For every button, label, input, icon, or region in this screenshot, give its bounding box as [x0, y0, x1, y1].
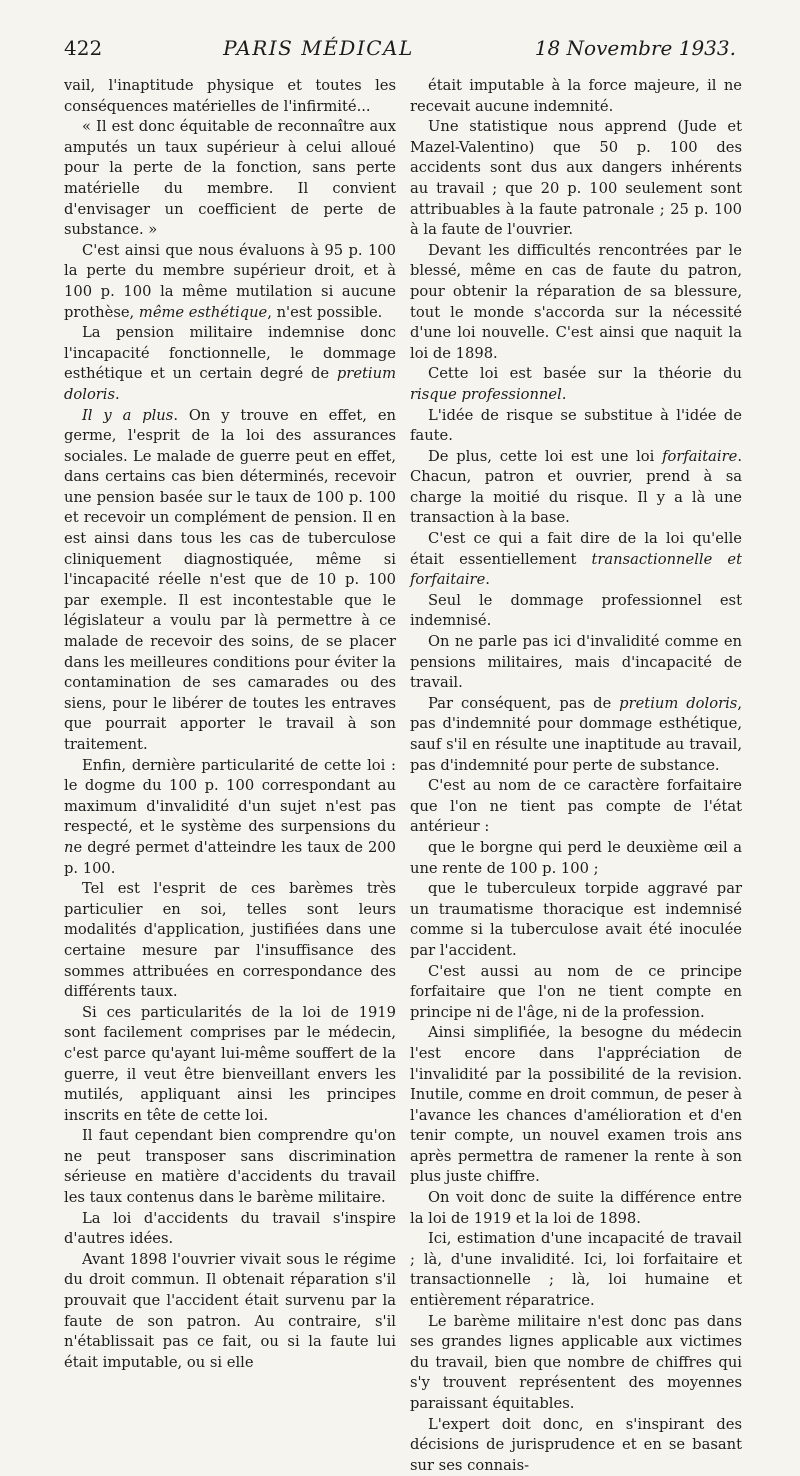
paragraph: [410, 447, 742, 529]
paragraph: [64, 1250, 396, 1374]
text-run: que le tuberculeux torpide aggravé par un traumatisme thoracique est indemnisé comme si la tuberculose avait été inoculée par l'accident.: [410, 880, 742, 959]
italic-text: Il y a plus: [82, 406, 174, 424]
italic-text: pretium doloris: [619, 694, 738, 712]
paragraph: [64, 879, 396, 1003]
paragraph: [410, 962, 742, 1024]
text-run: La loi d'accidents du travail s'inspire d'autres idées.: [64, 1209, 396, 1248]
text-run: , pas d'indemnité pour dommage esthétique, sauf s'il en résulte une inaptitude au travail, pas d'indemnité pour perte de substance.: [410, 694, 742, 774]
paragraph: [410, 694, 742, 776]
text-run: . On y trouve en effet, en germe, l'esprit de la loi des assurances sociales. Le malade de guerre peut en effet, dans certains cas bien déterminés, recevoir une pension basée sur le taux de 100 p. 100 et recevoir un complément de pension. Il en est ainsi dans tous les cas de tuberculose cliniquement diagnostiquée, même si l'incapacité réelle n'est que de 10 p. 100 par exemple. Il est incontestable que le législateur a voulu par là permettre à ce malade de recevoir des soins, de se placer dans les meilleures conditions pour éviter la contamination de ses camarades ou des siens, pour le libérer de toutes les entraves que pourrait apporter le travail à son traitement.: [64, 406, 397, 753]
paragraph: [410, 776, 742, 838]
paragraph: [410, 632, 742, 694]
text-run: Si ces particularités de la loi de 1919 sont facilement comprises par le médecin, c'est parce qu'ayant lui-même souffert de la guerre, il veut être bienveillant envers les mutilés, appliquant ainsi les principes inscrits en tête de cette loi.: [64, 1003, 396, 1124]
text-run: vail, l'inaptitude physique et toutes les conséquences matérielles de l'infirmité...: [64, 77, 396, 115]
paragraph: [410, 117, 742, 241]
paragraph: [410, 879, 742, 961]
italic-text: risque professionnel: [410, 385, 562, 403]
text-run: Tel est l'esprit de ces barèmes très particulier en soi, telles sont leurs modalités d'application, justifiées dans une certaine mesure par l'insuffisance des sommes attribuées en correspondance des différents taux.: [64, 880, 396, 1001]
paragraph: [410, 241, 742, 365]
paragraph: [410, 591, 742, 632]
text-run: Enfin, dernière particularité de cette loi : le dogme du 100 p. 100 correspondant au maximum d'invalidité d'un sujet n'est pas respecté, et le système des surpensions du: [64, 756, 396, 836]
text-run: On voit donc de suite la différence entre la loi de 1919 et la loi de 1898.: [410, 1189, 742, 1227]
text-run: L'idée de risque se substitue à l'idée de faute.: [410, 406, 742, 445]
text-run: .: [115, 385, 120, 403]
paragraph: [410, 406, 742, 447]
paragraph: [64, 241, 396, 323]
paragraph: [64, 323, 396, 405]
text-run: e degré permet d'atteindre les taux de 200 p. 100.: [64, 838, 396, 877]
text-run: C'est ce qui a fait dire de la loi qu'elle était essentiellement: [410, 530, 742, 568]
paragraph: [64, 117, 396, 241]
italic-text: forfaitaire: [662, 447, 738, 465]
text-run: De plus, cette loi est une loi: [428, 447, 663, 465]
text-run: Par conséquent, pas de: [428, 694, 620, 712]
issue-date: 18 Novembre 1933.: [534, 36, 736, 60]
paragraph: [410, 1023, 742, 1188]
text-run: On ne parle pas ici d'invalidité comme en pensions militaires, mais d'incapacité de travail.: [410, 633, 742, 692]
text-run: La pension militaire indemnise donc l'incapacité fonctionnelle, le dommage esthétique et un certain degré de: [64, 324, 396, 383]
paragraph: [64, 1003, 396, 1127]
paragraph: [64, 1209, 396, 1250]
page-number: 422: [64, 36, 103, 60]
paragraph: [410, 364, 742, 405]
paragraph: [64, 756, 396, 880]
paragraph: [410, 1312, 742, 1415]
text-run: .: [561, 385, 567, 403]
text-run: Le barème militaire n'est donc pas dans ses grandes lignes applicable aux victimes du travail, bien que nombre de chiffres qui s'y trouvent représentent des moyennes paraissant équitables.: [410, 1312, 742, 1412]
text-run: Devant les difficultés rencontrées par le blessé, même en cas de faute du patron, pour obtenir la réparation de sa blessure, tout le monde s'accorda sur la nécessité d'une loi nouvelle. C'est ainsi que naquit la loi de 1898.: [410, 241, 742, 362]
text-run: C'est aussi au nom de ce principe forfaitaire que l'on ne tient compte en principe ni de l'âge, ni de la profession.: [410, 962, 742, 1021]
italic-text: même esthétique: [138, 303, 268, 321]
paragraph: [410, 1415, 742, 1476]
text-run: Ici, estimation d'une incapacité de travail ; là, d'une invalidité. Ici, loi forfaitaire et transactionnelle ; là, loi humaine et entièrement réparatrice.: [410, 1230, 742, 1310]
page-header: [64, 36, 736, 70]
journal-title: PARIS MÉDICAL: [223, 36, 414, 60]
paragraph: [410, 76, 742, 117]
paragraph: [410, 1229, 742, 1311]
text-run: Avant 1898 l'ouvrier vivait sous le régime du droit commun. Il obtenait réparation s'il prouvait que l'accident était survenu par la faute de son patron. Au contraire, s'il n'établissait pas ce fait, ou si la faute lui était imputable, ou si elle: [64, 1250, 396, 1371]
text-run: .: [485, 571, 490, 589]
italic-text: n: [64, 838, 74, 856]
text-run: . Chacun, patron et ouvrier, prend à sa charge la moitié du risque. Il y a là une transaction à la base.: [410, 447, 742, 527]
text-run: L'expert doit donc, en s'inspirant des décisions de jurisprudence et en se basant sur ses connais-: [410, 1415, 742, 1474]
paragraph: [410, 1188, 742, 1229]
text-run: Ainsi simplifiée, la besogne du médecin l'est encore dans l'appréciation de l'invalidité par la possibilité de la revision. Inutile, comme en droit commun, de peser à l'avance les chances d'amélioration et d'en tenir compte, un nouvel examen trois ans après permettra de ramener la rente à son plus juste chiffre.: [410, 1024, 742, 1186]
italic-text: transactionnelle et forfaitaire: [410, 550, 742, 589]
text-run: Cette loi est basée sur la théorie du: [428, 365, 742, 383]
text-run: était imputable à la force majeure, il ne recevait aucune indemnité.: [410, 77, 742, 115]
text-run: C'est ainsi que nous évaluons à 95 p. 100 la perte du membre supérieur droit, et à 100 p. 100 la même mutilation si aucune prothèse,: [64, 241, 396, 321]
text-run: Seul le dommage professionnel est indemnisé.: [410, 591, 742, 630]
text-run: C'est au nom de ce caractère forfaitaire que l'on ne tient pas compte de l'état antérieur :: [410, 777, 742, 836]
paragraph: [410, 838, 742, 879]
right-column: [410, 76, 742, 1476]
text-run: , n'est possible.: [267, 303, 383, 321]
text-run: Une statistique nous apprend (Jude et Mazel-Valentino) que 50 p. 100 des accidents sont dus aux dangers inhérents au travail ; que 20 p. 100 seulement sont attribuables à la faute patronale ; 25 p. 100 à la faute de l'ouvrier.: [410, 118, 742, 239]
text-run: que le borgne qui perd le deuxième œil a une rente de 100 p. 100 ;: [410, 838, 742, 877]
text-run: Il faut cependant bien comprendre qu'on ne peut transposer sans discrimination sérieuse en matière d'accidents du travail les taux contenus dans le barème militaire.: [64, 1127, 396, 1207]
paragraph: [64, 76, 396, 117]
italic-text: pretium doloris: [64, 365, 396, 403]
paragraph: [64, 406, 396, 756]
paragraph: [64, 1126, 396, 1208]
left-column: [64, 76, 396, 1373]
text-run: « Il est donc équitable de reconnaître aux amputés un taux supérieur à celui alloué pour la perte de la fonction, sans perte matérielle du membre. Il convient d'envisager un coefficient de perte de substance. »: [64, 118, 396, 239]
paragraph: [410, 529, 742, 591]
